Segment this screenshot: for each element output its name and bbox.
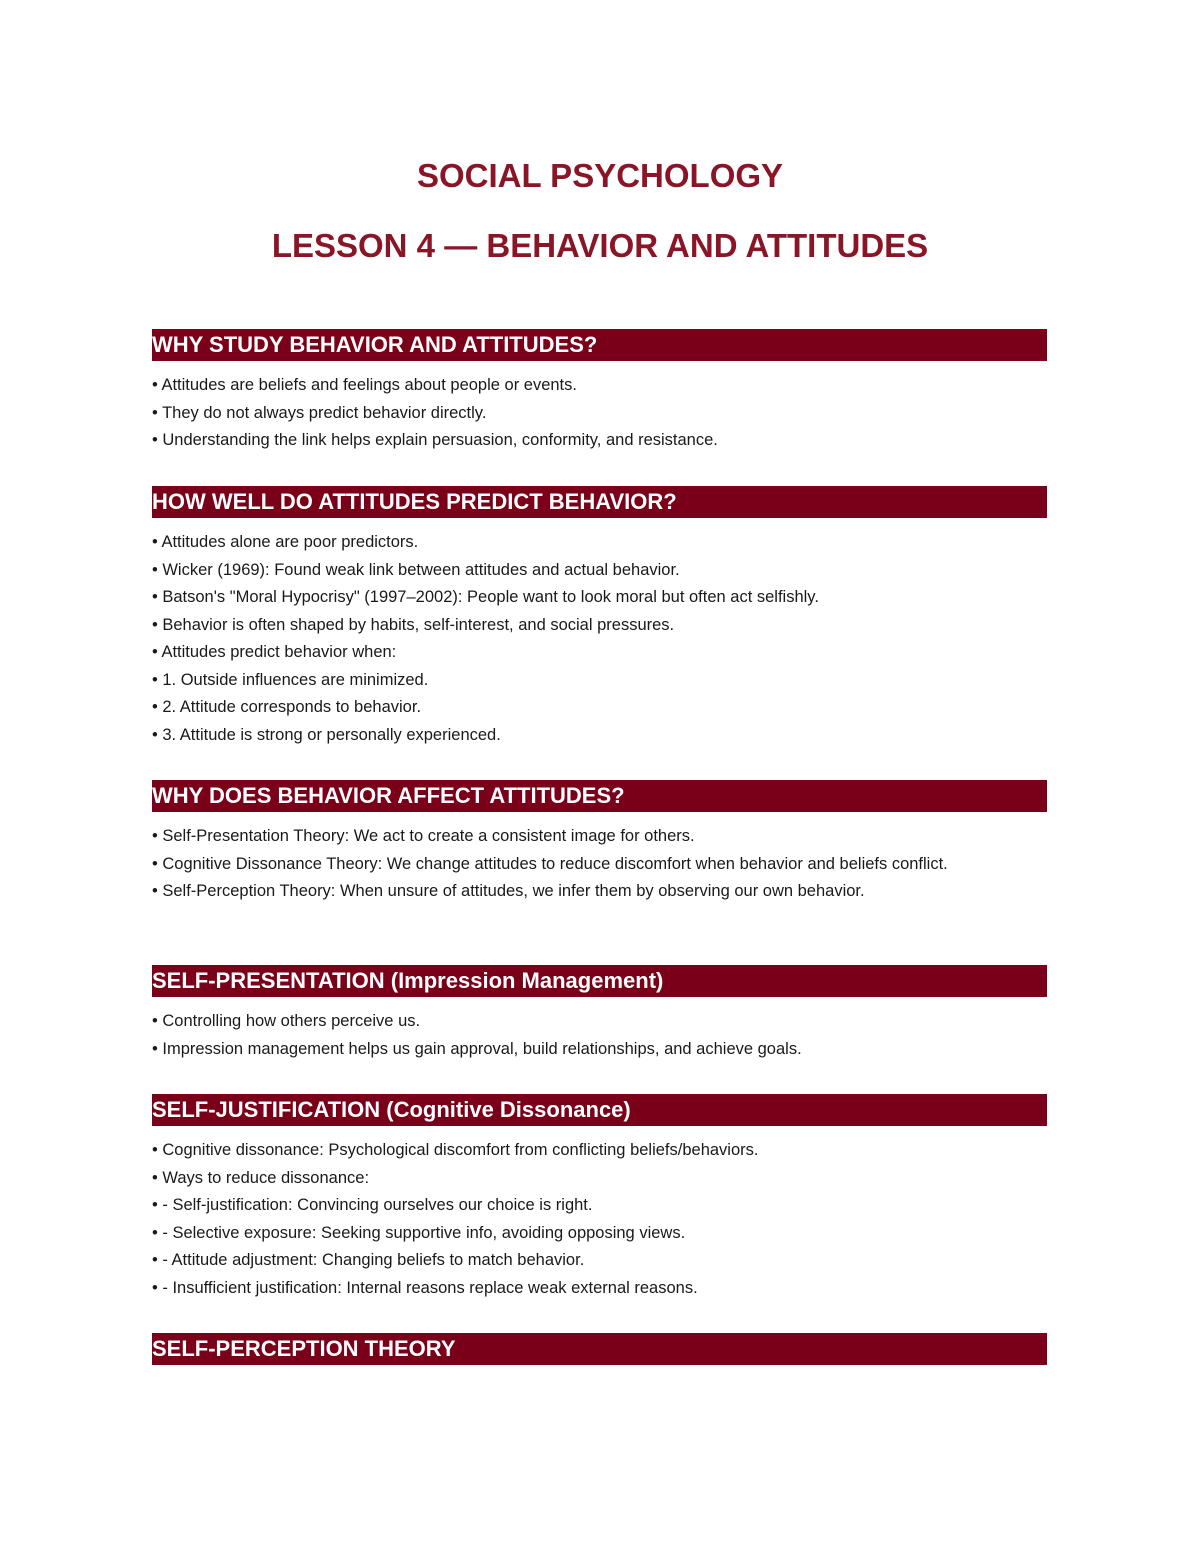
bullet-list bbox=[152, 1008, 1047, 1063]
list-item: • Attitudes are beliefs and feelings about people or events. bbox=[152, 376, 577, 394]
bullet-list bbox=[152, 372, 1047, 455]
list-item: • - Selective exposure: Seeking supportive info, avoiding opposing views. bbox=[152, 1223, 686, 1242]
section-predict-behavior bbox=[152, 486, 1047, 749]
bullet-list bbox=[152, 823, 1047, 906]
list-item: • Wicker (1969): Found weak link between attitudes and actual behavior. bbox=[152, 560, 680, 579]
bullet-list bbox=[152, 529, 1047, 749]
list-item: • Attitudes predict behavior when: bbox=[152, 643, 397, 661]
list-item: • 2. Attitude corresponds to behavior. bbox=[152, 698, 422, 716]
document-title: SOCIAL PSYCHOLOGY bbox=[416, 157, 784, 194]
list-item: • 3. Attitude is strong or personally experienced. bbox=[152, 725, 501, 744]
section-behavior-affect bbox=[152, 780, 1047, 906]
section-heading: SELF-PERCEPTION THEORY bbox=[152, 1333, 1047, 1365]
list-item: • Behavior is often shaped by habits, self-interest, and social pressures. bbox=[152, 615, 675, 634]
list-item: • 1. Outside influences are minimized. bbox=[152, 670, 429, 689]
list-item: • Cognitive Dissonance Theory: We change attitudes to reduce discomfort when behavior and beliefs conflict. bbox=[152, 854, 948, 873]
list-item: • Impression management helps us gain approval, build relationships, and achieve goals. bbox=[152, 1039, 802, 1058]
lesson-title: LESSON 4 — BEHAVIOR AND ATTITUDES bbox=[271, 227, 929, 264]
list-item: • Attitudes alone are poor predictors. bbox=[152, 533, 419, 551]
list-item: • - Attitude adjustment: Changing beliefs to match behavior. bbox=[152, 1251, 585, 1269]
bullet-list bbox=[152, 1137, 1047, 1302]
list-item: • - Self-justification: Convincing ourselves our choice is right. bbox=[152, 1196, 593, 1214]
list-item: • Understanding the link helps explain persuasion, conformity, and resistance. bbox=[152, 431, 718, 449]
section-self-perception bbox=[152, 1333, 1047, 1365]
list-item: • Controlling how others perceive us. bbox=[152, 1012, 421, 1030]
list-item: • Self-Perception Theory: When unsure of attitudes, we infer them by observing our own behavior. bbox=[152, 882, 865, 900]
list-item: • Cognitive dissonance: Psychological discomfort from conflicting beliefs/behaviors. bbox=[152, 1141, 759, 1159]
section-heading: SELF-PRESENTATION (Impression Management) bbox=[152, 965, 1047, 997]
section-heading: SELF-JUSTIFICATION (Cognitive Dissonance) bbox=[152, 1094, 1047, 1126]
section-self-justification bbox=[152, 1094, 1047, 1302]
section-self-presentation bbox=[152, 965, 1047, 1063]
list-item: • Self-Presentation Theory: We act to create a consistent image for others. bbox=[152, 827, 695, 845]
section-heading: WHY DOES BEHAVIOR AFFECT ATTITUDES? bbox=[152, 780, 1047, 812]
list-item: • - Insufficient justification: Internal reasons replace weak external reasons. bbox=[152, 1278, 698, 1297]
section-heading: HOW WELL DO ATTITUDES PREDICT BEHAVIOR? bbox=[152, 486, 1047, 518]
list-item: • Batson's "Moral Hypocrisy" (1997–2002): People want to look moral but often act selfishly. bbox=[152, 588, 819, 606]
section-heading: WHY STUDY BEHAVIOR AND ATTITUDES? bbox=[152, 329, 1047, 361]
list-item: • Ways to reduce dissonance: bbox=[152, 1168, 370, 1187]
list-item: • They do not always predict behavior directly. bbox=[152, 403, 487, 422]
section-why-study bbox=[152, 329, 1047, 455]
